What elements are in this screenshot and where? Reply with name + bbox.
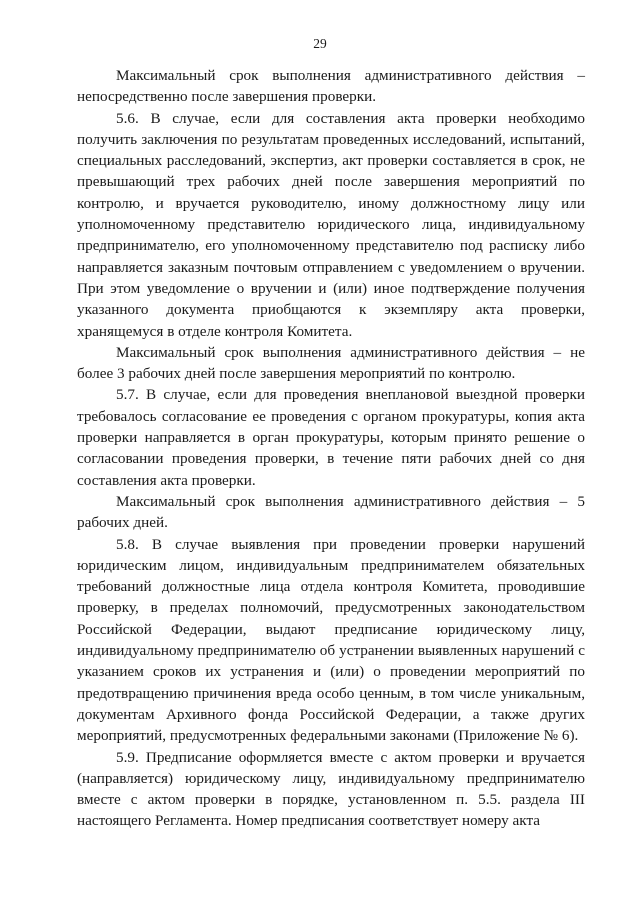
- document-body: [77, 65, 585, 832]
- paragraph-max-term-3: Максимальный срок выполнения административного действия – 5 рабочих дней.: [77, 492, 585, 532]
- paragraph-5-9: 5.9. Предписание оформляется вместе с актом проверки и вручается (направляется) юридическому лицу, индивидуальному предпринимателю вместе с актом проверки в порядке, установленном п. 5.5. раздела III настоящего Регламента. Номер предписания соответствует номеру акта: [77, 748, 585, 830]
- paragraph-5-6: 5.6. В случае, если для составления акта проверки необходимо получить заключения по результатам проведенных исследований, испытаний, специальных расследований, экспертиз, акт проверки составляется в срок, не превышающий трех рабочих дней после завершения мероприятий по контролю, и вручается руководителю, иному должностному лицу или уполномоченному представителю юридического лица, индивидуальному предпринимателю, его уполномоченному представителю под расписку либо направляется заказным почтовым отправлением с уведомлением о вручении. При этом уведомление о вручении и (или) иное подтверждение получения указанного документа приобщаются к экземпляру акта проверки, хранящемуся в отделе контроля Комитета.: [77, 109, 585, 340]
- paragraph-5-8: 5.8. В случае выявления при проведении проверки нарушений юридическим лицом, индивидуальным предпринимателем обязательных требований должностные лица отдела контроля Комитета, проводившие проверку, в пределах полномочий, предусмотренных законодательством Российской Федерации, выдают предписание юридическому лицу, индивидуальному предпринимателю об устранении выявленных нарушений с указанием сроков их устранения и (или) о проведении мероприятий по предотвращению причинения вреда особо ценным, в том числе уникальным, документам Архивного фонда Российской Федерации, а также других мероприятий, предусмотренных федеральными законами (Приложение № 6).: [77, 535, 585, 745]
- paragraph-5-7: 5.7. В случае, если для проведения внеплановой выездной проверки требовалось согласование ее проведения с органом прокуратуры, копия акта проверки направляется в орган прокуратуры, которым принято решение о согласовании проведения проверки, в течение пяти рабочих дней со дня составления акта проверки.: [77, 386, 585, 489]
- page-number: 29: [313, 36, 327, 51]
- paragraph-max-term-1: Максимальный срок выполнения административного действия – непосредственно после завершения проверки.: [77, 67, 585, 106]
- paragraph-max-term-2: Максимальный срок выполнения административного действия – не более 3 рабочих дней после завершения мероприятий по контролю.: [77, 343, 585, 383]
